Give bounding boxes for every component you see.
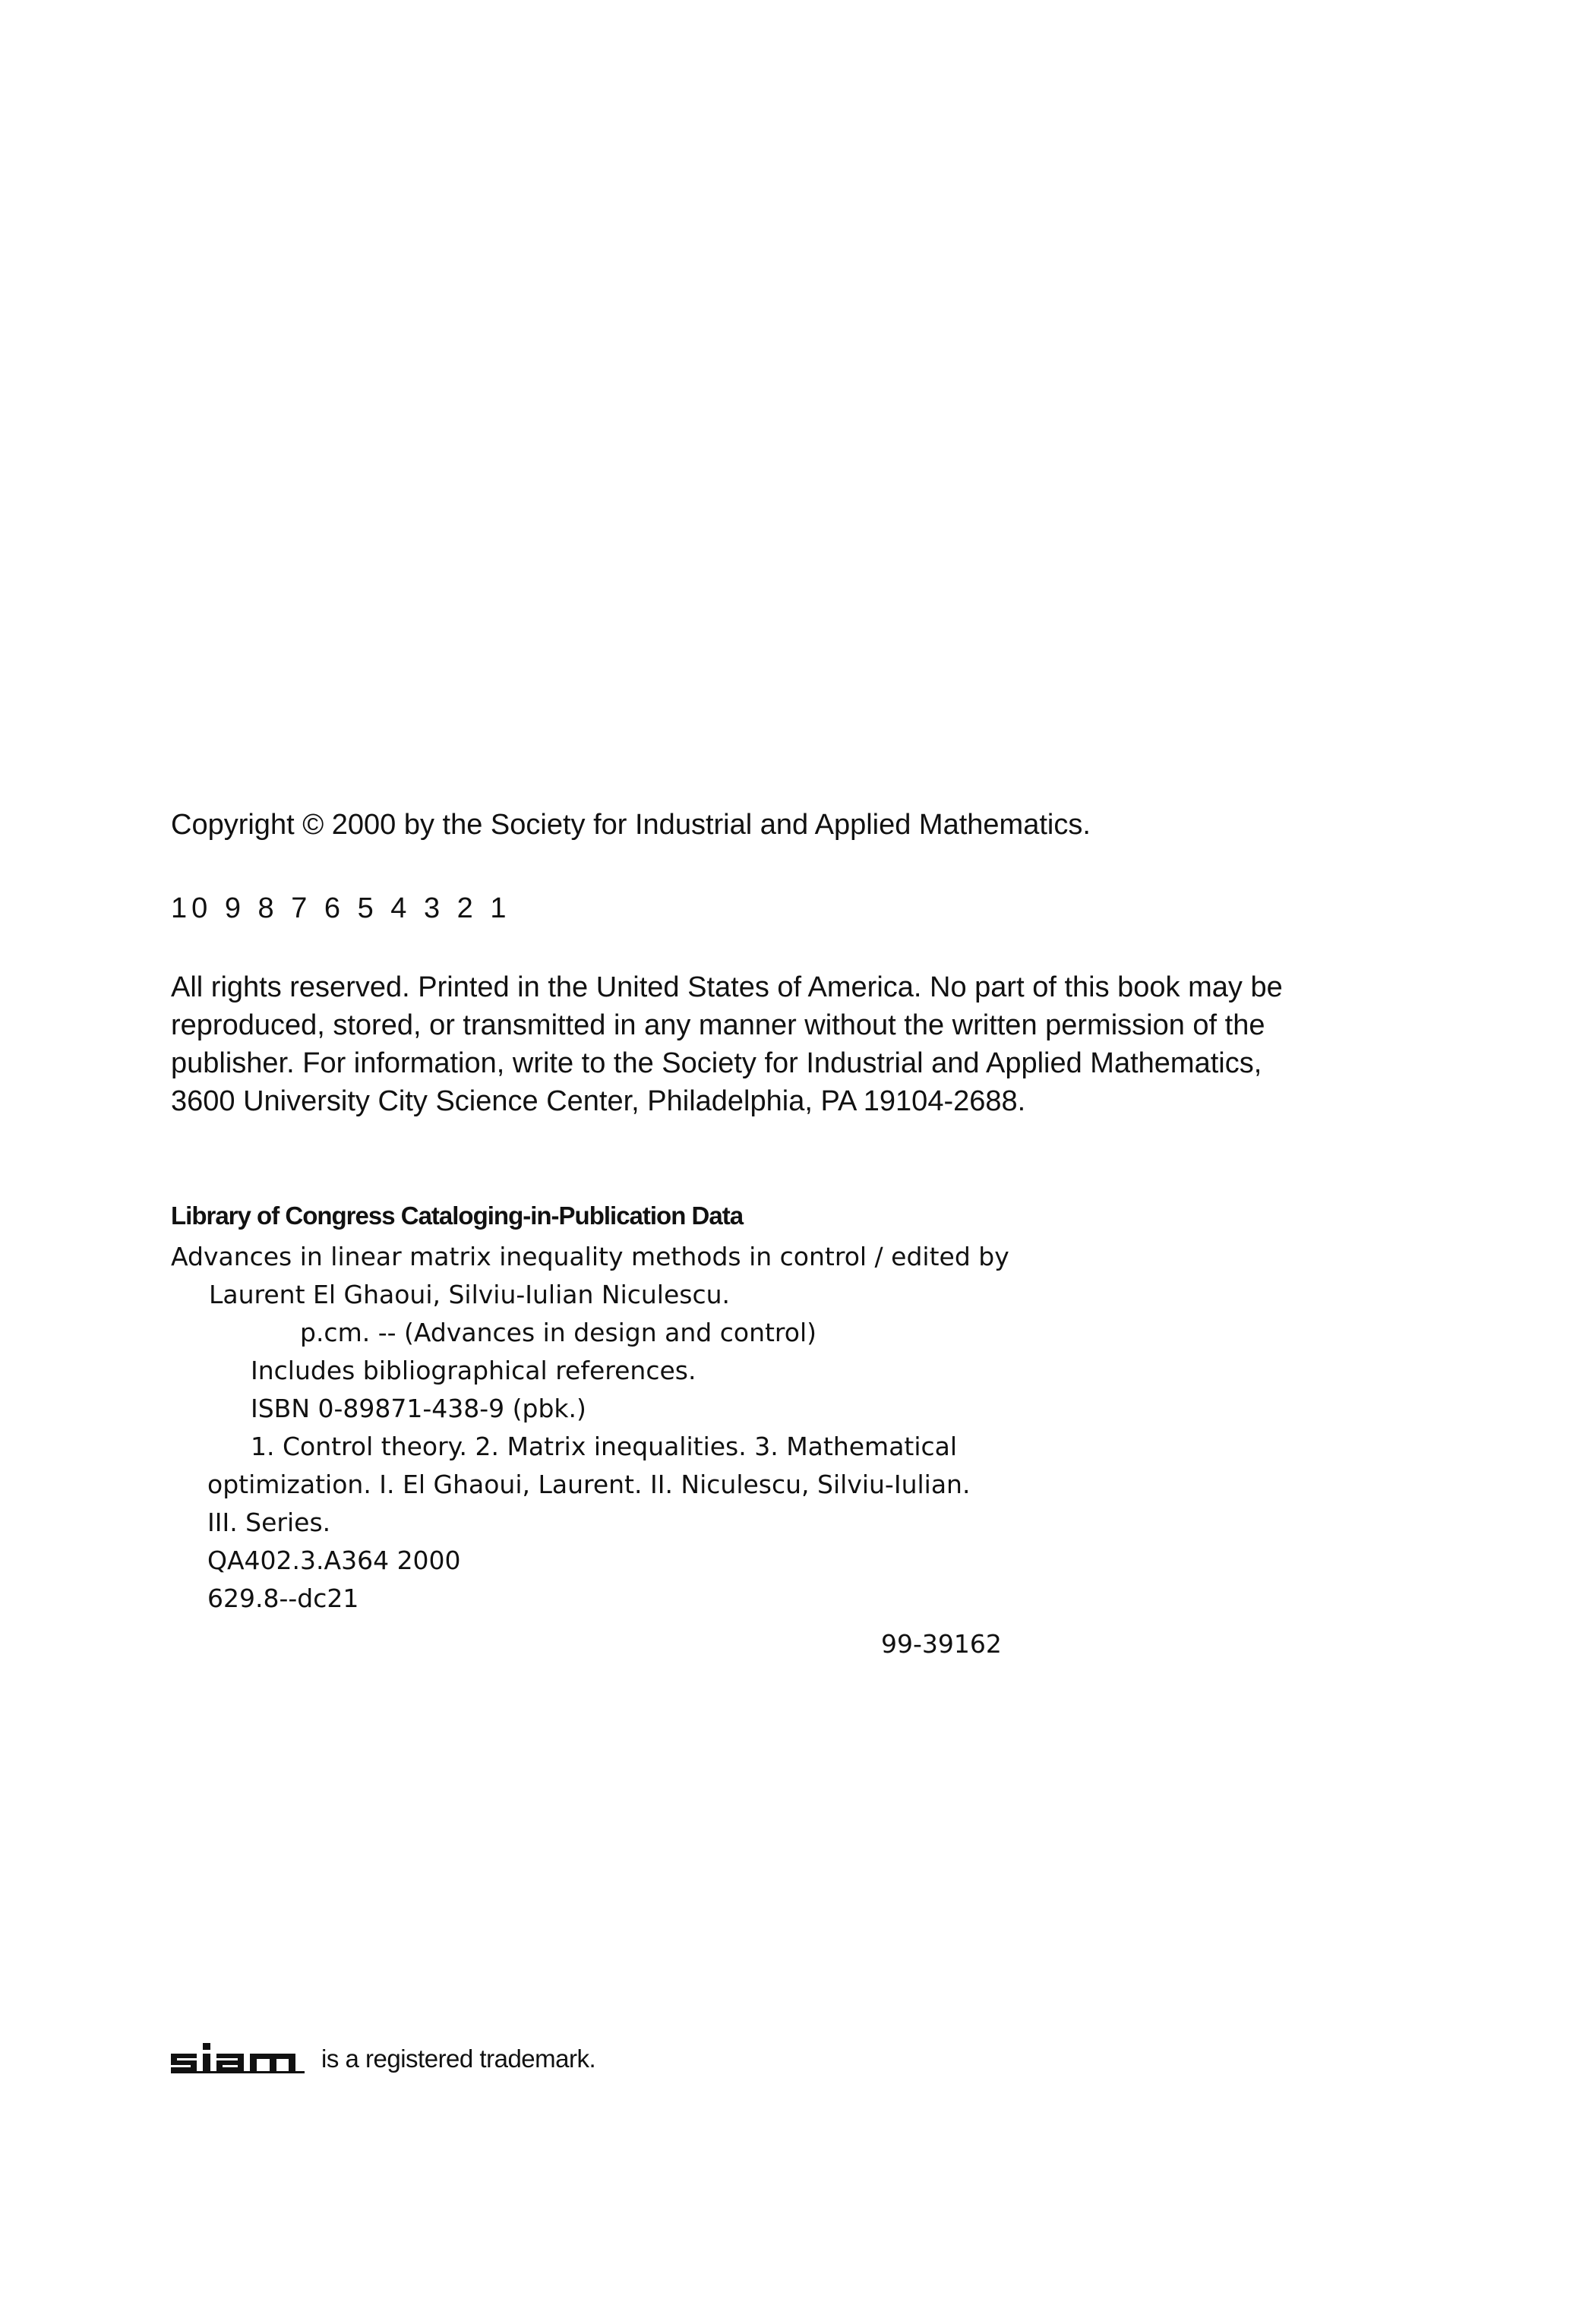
siam-logo-icon [171,2043,308,2073]
rights-line: reproduced, stored, or transmitted in any manner without the written permission of the [171,1009,1265,1041]
printing-line: 10 9 8 7 6 5 4 3 2 1 [171,892,511,924]
rights-line: 3600 University City Science Center, Philadelphia, PA 19104-2688. [171,1085,1026,1117]
cip-line: Laurent El Ghaoui, Silviu-Iulian Niculescu. [209,1280,731,1309]
cip-record [171,1238,1009,1618]
cip-line: Includes bibliographical references. [251,1356,696,1385]
cip-line: p.cm. -- (Advances in design and control) [300,1318,816,1347]
cip-line: 629.8--dc21 [207,1584,359,1613]
cip-line: QA402.3.A364 2000 [207,1546,461,1575]
cip-title: Library of Congress Cataloging-in-Publication Data [171,1201,744,1230]
cip-line: optimization. I. El Ghaoui, Laurent. II. Niculescu, Silviu-Iulian. [207,1470,971,1499]
trademark-notice [171,2043,595,2073]
cip-line: 1. Control theory. 2. Matrix inequalities. 3. Mathematical [251,1432,958,1461]
rights-line: publisher. For information, write to the Society for Industrial and Applied Mathematics, [171,1047,1262,1079]
rights-statement [171,968,1283,1120]
lccn-number: 99-39162 [881,1629,1002,1659]
trademark-text: is a registered trademark. [321,2045,596,2073]
copyright-notice: Copyright © 2000 by the Society for Industrial and Applied Mathematics. [171,809,1091,841]
cip-line: Advances in linear matrix inequality methods in control / edited by [171,1242,1009,1271]
rights-line: All rights reserved. Printed in the United States of America. No part of this book may be [171,971,1283,1003]
cip-line: ISBN 0-89871-438-9 (pbk.) [251,1394,586,1423]
cip-line: III. Series. [207,1508,331,1537]
